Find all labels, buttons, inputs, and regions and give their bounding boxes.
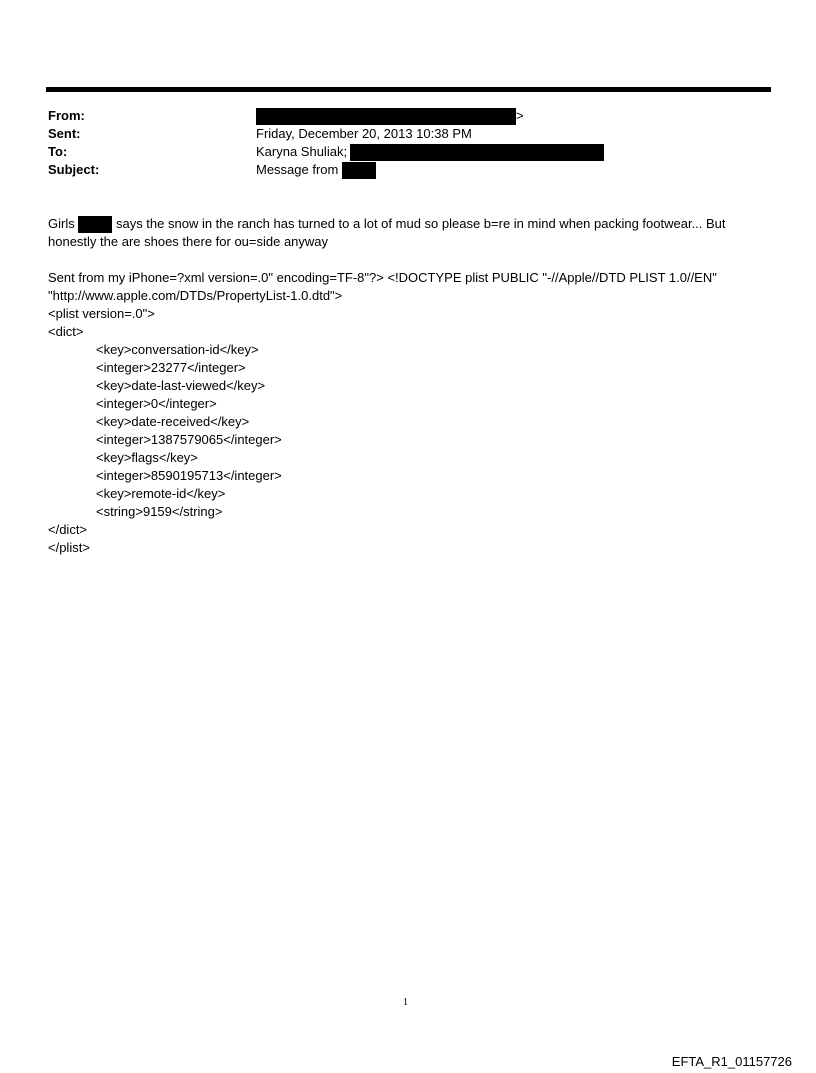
- from-value: [256, 107, 524, 125]
- to-recipient: Karyna Shuliak;: [256, 144, 348, 159]
- sent-value: Friday, December 20, 2013 10:38 PM: [256, 126, 472, 141]
- dict-line: <key>date-received</key>: [96, 414, 250, 429]
- redaction-block: [256, 108, 516, 125]
- dict-open: <dict>: [48, 324, 84, 339]
- page-number: 1: [403, 997, 408, 1008]
- dict-line: <key>remote-id</key>: [96, 486, 226, 501]
- dict-line: <integer>8590195713</integer>: [96, 468, 282, 483]
- subject-label: Subject:: [48, 162, 100, 177]
- dtd-line: "http://www.apple.com/DTDs/PropertyList-1.0.dtd">: [48, 288, 343, 303]
- header-rule: [46, 87, 771, 92]
- dict-line: <integer>1387579065</integer>: [96, 432, 282, 447]
- dict-line: <integer>0</integer>: [96, 396, 217, 411]
- message-line-2: honestly the are shoes there for ou=side anyway: [48, 234, 329, 249]
- redaction-block: [78, 216, 112, 233]
- dict-line: <key>date-last-viewed</key>: [96, 378, 266, 393]
- from-suffix: >: [516, 108, 524, 123]
- dict-line: <key>conversation-id</key>: [96, 342, 259, 357]
- plist-open: <plist version=.0">: [48, 306, 155, 321]
- from-label: From:: [48, 108, 85, 123]
- subject-text: Message from: [256, 162, 339, 177]
- subject-value: [256, 161, 376, 179]
- sent-label: Sent:: [48, 126, 81, 141]
- message-line-1: Girls says the snow in the ranch has turned to a lot of mud so please b=re in mind when packing footwear... But: [48, 215, 768, 233]
- to-label: To:: [48, 144, 68, 159]
- document-id: EFTA_R1_01157726: [671, 1054, 792, 1069]
- dict-close: </dict>: [48, 522, 88, 537]
- redaction-block: [342, 162, 376, 179]
- plist-close: </plist>: [48, 540, 90, 555]
- redaction-block: [350, 144, 604, 161]
- dict-line: <string>9159</string>: [96, 504, 223, 519]
- to-value: [256, 143, 604, 161]
- dict-line: <integer>23277</integer>: [96, 360, 246, 375]
- dict-line: <key>flags</key>: [96, 450, 198, 465]
- sent-from-line: Sent from my iPhone=?xml version=.0" encoding=TF-8"?> <!DOCTYPE plist PUBLIC "-//Apple//DTD PLIST 1.0//EN": [48, 270, 717, 285]
